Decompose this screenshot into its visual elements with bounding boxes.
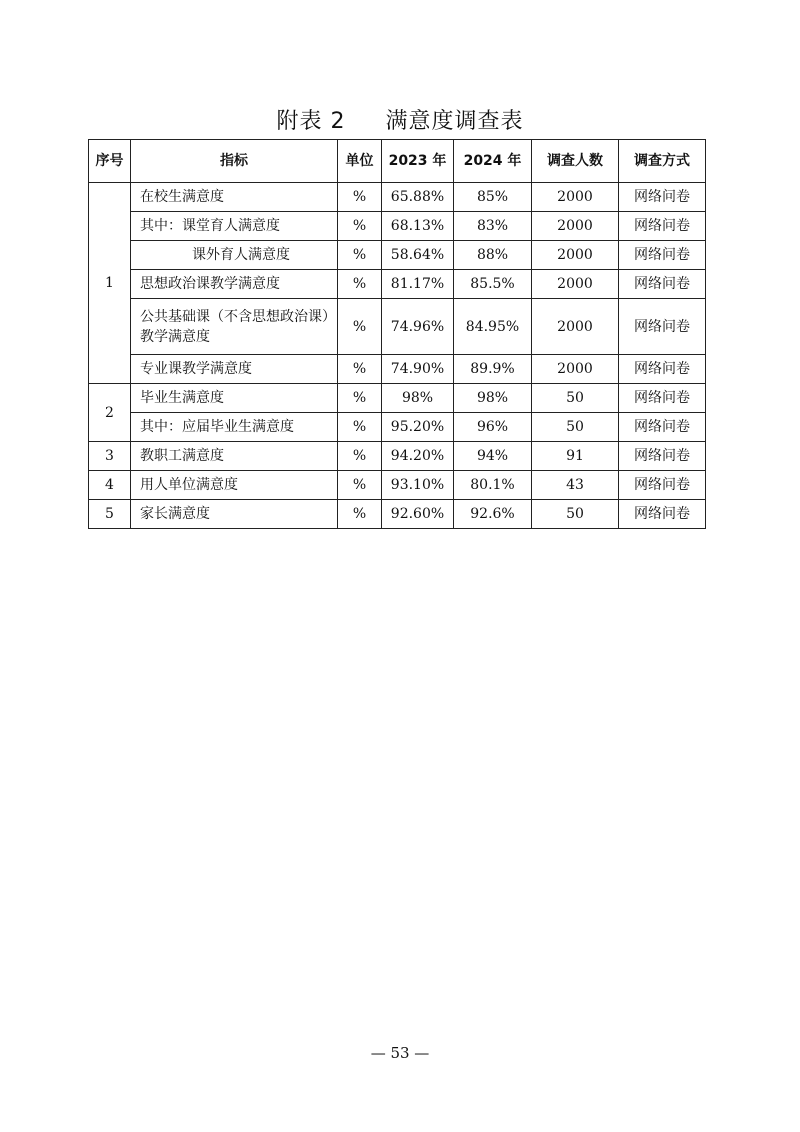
indicator-cell: 毕业生满意度 bbox=[131, 384, 338, 413]
survey-method-cell: 网络问卷 bbox=[619, 413, 706, 442]
value-2024-cell: 80.1% bbox=[454, 471, 532, 500]
survey-method-cell: 网络问卷 bbox=[619, 270, 706, 299]
value-2024-cell: 83% bbox=[454, 212, 532, 241]
indicator-cell: 公共基础课（不含思想政治课）教学满意度 bbox=[131, 299, 338, 355]
table-row bbox=[89, 183, 706, 212]
survey-method-cell: 网络问卷 bbox=[619, 442, 706, 471]
indicator-cell: 其中：课堂育人满意度 bbox=[131, 212, 338, 241]
survey-count-cell: 50 bbox=[532, 413, 619, 442]
value-2024-cell: 96% bbox=[454, 413, 532, 442]
survey-method-cell: 网络问卷 bbox=[619, 212, 706, 241]
unit-cell: % bbox=[338, 241, 382, 270]
table-row bbox=[89, 212, 706, 241]
survey-method-cell: 网络问卷 bbox=[619, 183, 706, 212]
table-row bbox=[89, 299, 706, 355]
table-title bbox=[0, 104, 800, 135]
survey-count-cell: 50 bbox=[532, 500, 619, 529]
value-2024-cell: 89.9% bbox=[454, 355, 532, 384]
value-2024-cell: 84.95% bbox=[454, 299, 532, 355]
header-indicator: 指标 bbox=[131, 140, 338, 183]
value-2023-cell: 74.96% bbox=[382, 299, 454, 355]
survey-count-cell: 2000 bbox=[532, 270, 619, 299]
survey-method-cell: 网络问卷 bbox=[619, 471, 706, 500]
value-2024-cell: 85.5% bbox=[454, 270, 532, 299]
value-2023-cell: 58.64% bbox=[382, 241, 454, 270]
header-row bbox=[89, 140, 706, 183]
header-seq: 序号 bbox=[89, 140, 131, 183]
unit-cell: % bbox=[338, 299, 382, 355]
title-name: 满意度调查表 bbox=[385, 109, 524, 134]
indicator-cell: 课外育人满意度 bbox=[131, 241, 338, 270]
value-2023-cell: 74.90% bbox=[382, 355, 454, 384]
survey-count-cell: 43 bbox=[532, 471, 619, 500]
survey-count-cell: 50 bbox=[532, 384, 619, 413]
seq-cell: 3 bbox=[89, 442, 131, 471]
survey-method-cell: 网络问卷 bbox=[619, 299, 706, 355]
indicator-cell: 家长满意度 bbox=[131, 500, 338, 529]
indicator-cell: 思想政治课教学满意度 bbox=[131, 270, 338, 299]
survey-method-cell: 网络问卷 bbox=[619, 500, 706, 529]
value-2024-cell: 94% bbox=[454, 442, 532, 471]
unit-cell: % bbox=[338, 270, 382, 299]
value-2023-cell: 93.10% bbox=[382, 471, 454, 500]
table-row bbox=[89, 355, 706, 384]
satisfaction-survey-table bbox=[88, 139, 706, 529]
survey-count-cell: 2000 bbox=[532, 299, 619, 355]
value-2023-cell: 92.60% bbox=[382, 500, 454, 529]
table-row bbox=[89, 500, 706, 529]
header-2024: 2024 年 bbox=[454, 140, 532, 183]
unit-cell: % bbox=[338, 384, 382, 413]
seq-cell: 1 bbox=[89, 183, 131, 384]
seq-cell: 5 bbox=[89, 500, 131, 529]
header-survey-count: 调查人数 bbox=[532, 140, 619, 183]
value-2023-cell: 81.17% bbox=[382, 270, 454, 299]
header-2023: 2023 年 bbox=[382, 140, 454, 183]
indicator-cell: 用人单位满意度 bbox=[131, 471, 338, 500]
page-number: — 53 — bbox=[370, 1044, 430, 1062]
indicator-cell: 专业课教学满意度 bbox=[131, 355, 338, 384]
unit-cell: % bbox=[338, 442, 382, 471]
indicator-cell: 在校生满意度 bbox=[131, 183, 338, 212]
table-row bbox=[89, 442, 706, 471]
value-2023-cell: 98% bbox=[382, 384, 454, 413]
value-2023-cell: 95.20% bbox=[382, 413, 454, 442]
value-2024-cell: 98% bbox=[454, 384, 532, 413]
value-2024-cell: 88% bbox=[454, 241, 532, 270]
unit-cell: % bbox=[338, 355, 382, 384]
table-row bbox=[89, 241, 706, 270]
survey-count-cell: 2000 bbox=[532, 241, 619, 270]
survey-count-cell: 2000 bbox=[532, 212, 619, 241]
survey-method-cell: 网络问卷 bbox=[619, 384, 706, 413]
unit-cell: % bbox=[338, 413, 382, 442]
survey-method-cell: 网络问卷 bbox=[619, 241, 706, 270]
table-row bbox=[89, 270, 706, 299]
title-prefix: 附表 2 bbox=[276, 109, 346, 134]
value-2024-cell: 85% bbox=[454, 183, 532, 212]
unit-cell: % bbox=[338, 500, 382, 529]
table-row bbox=[89, 413, 706, 442]
header-survey-method: 调查方式 bbox=[619, 140, 706, 183]
value-2024-cell: 92.6% bbox=[454, 500, 532, 529]
unit-cell: % bbox=[338, 183, 382, 212]
value-2023-cell: 94.20% bbox=[382, 442, 454, 471]
survey-method-cell: 网络问卷 bbox=[619, 355, 706, 384]
indicator-cell: 其中：应届毕业生满意度 bbox=[131, 413, 338, 442]
value-2023-cell: 65.88% bbox=[382, 183, 454, 212]
table-row bbox=[89, 471, 706, 500]
unit-cell: % bbox=[338, 471, 382, 500]
survey-count-cell: 2000 bbox=[532, 355, 619, 384]
header-unit: 单位 bbox=[338, 140, 382, 183]
survey-count-cell: 91 bbox=[532, 442, 619, 471]
survey-count-cell: 2000 bbox=[532, 183, 619, 212]
unit-cell: % bbox=[338, 212, 382, 241]
seq-cell: 2 bbox=[89, 384, 131, 442]
seq-cell: 4 bbox=[89, 471, 131, 500]
indicator-cell: 教职工满意度 bbox=[131, 442, 338, 471]
table-row bbox=[89, 384, 706, 413]
value-2023-cell: 68.13% bbox=[382, 212, 454, 241]
